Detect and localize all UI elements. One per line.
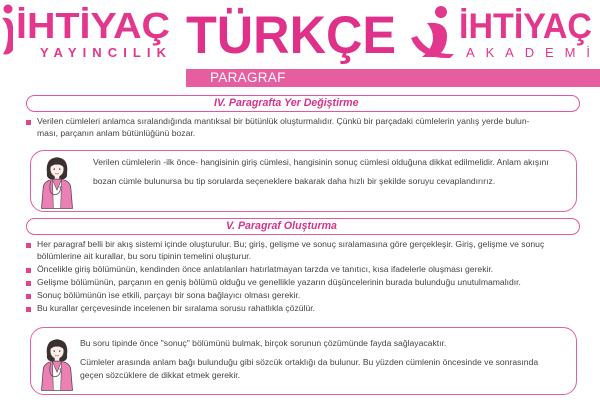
right-logo bbox=[411, 6, 592, 60]
pink-square-bullet-icon bbox=[26, 294, 31, 299]
person-figure-icon bbox=[4, 5, 13, 14]
bullet-text-line: ması, parçanın anlam bütünlüğünü bozar. bbox=[37, 128, 196, 138]
right-logo-name: İHTİYAÇ bbox=[459, 7, 592, 46]
right-logo-subtitle: AKADEMİ bbox=[466, 45, 590, 60]
section-heading-box bbox=[26, 218, 580, 235]
topic-bar bbox=[186, 69, 600, 87]
note-text-line: bozan cümle bulunursa bu tip sorularda seçeneklere bakarak daha hızlı bir şekilde soruyu cevaplandırırız. bbox=[93, 176, 496, 186]
note-text-line: Cümleler arasında anlam bağı bulunduğu gibi sözcük ortaklığı da bulunur. Bu yüzden cümlenin öncesinde ve sonrasında bbox=[80, 357, 539, 367]
pink-square-bullet-icon bbox=[26, 243, 31, 248]
bullet-text-line: Öncelikle giriş bölümünün, kendinden önce anlatılanları hatırlatmayan tarzda ve tanıtıcı, kısa ifadelerle oluşması gerekir. bbox=[37, 264, 494, 274]
doctor-illustration bbox=[36, 151, 78, 211]
left-logo-subtitle: YAYINCILIK bbox=[40, 45, 166, 60]
bullet-text-line: Gelişme bölümünün, parçanın en geniş bölümü olduğu ve genellikle yazarın düşüncelerinin burada bulunduğu unutulmamalıdır. bbox=[37, 277, 521, 287]
topic-label: PARAGRAF bbox=[210, 70, 286, 85]
person-figure-icon bbox=[435, 6, 447, 18]
bullet-text-line: Sonuç bölümünün ise etkili, parçayı bir sona bağlayıcı olması gerekir. bbox=[37, 290, 301, 300]
bullet-text-line: Her paragraf belli bir akış sistemi içinde oluşturulur. Bu; giriş, gelişme ve sonuç sıralamasına göre gerçekleşir. Giriş, gelişme ve sonuç bbox=[37, 239, 545, 249]
bullet-text-line: bölümlerine ait kurallar, bu soru tipinin temelini oluşturur. bbox=[37, 251, 251, 261]
note-text-line: Bu soru tipinde önce "sonuç" bölümünü bulmak, birçok sorunun çözümünde fayda sağlayacaktır. bbox=[80, 338, 447, 348]
left-logo-name: İHTİYAÇ bbox=[16, 5, 170, 46]
pink-square-bullet-icon bbox=[26, 268, 31, 273]
pink-square-bullet-icon bbox=[26, 307, 31, 312]
note-text-line: geçen sözcüklere de dikkat etmek gerekir. bbox=[80, 370, 241, 380]
subject-title: TÜRKÇE bbox=[186, 6, 396, 65]
doctor-illustration bbox=[36, 333, 78, 393]
page-header bbox=[0, 0, 600, 68]
bullet-text-line: Bu kurallar çerçevesinde incelenen bir sıralama sorusu rahatlıkla çözülür. bbox=[37, 303, 315, 313]
section-heading: V. Paragraf Oluşturma bbox=[226, 220, 337, 232]
pink-square-bullet-icon bbox=[26, 281, 31, 286]
note-text-line: Verilen cümlelerin -ilk önce- hangisinin giriş cümlesi, hangisinin sonuç cümlesi olduğuna dikkat edilmelidir. Anlam akışını bbox=[93, 157, 549, 167]
pink-square-bullet-icon bbox=[26, 120, 31, 125]
person-figure-body-icon bbox=[2, 18, 13, 55]
section-heading: IV. Paragrafta Yer Değiştirme bbox=[214, 97, 359, 109]
bullet-text-line: Verilen cümleleri anlamca sıralandığında mantıksal bir bütünlük oluşturmalıdır. Çünkü bir parçadaki cümlelerin yanlış yerde bulun- bbox=[37, 116, 530, 126]
section-heading-box bbox=[26, 95, 580, 112]
left-logo bbox=[2, 5, 170, 61]
